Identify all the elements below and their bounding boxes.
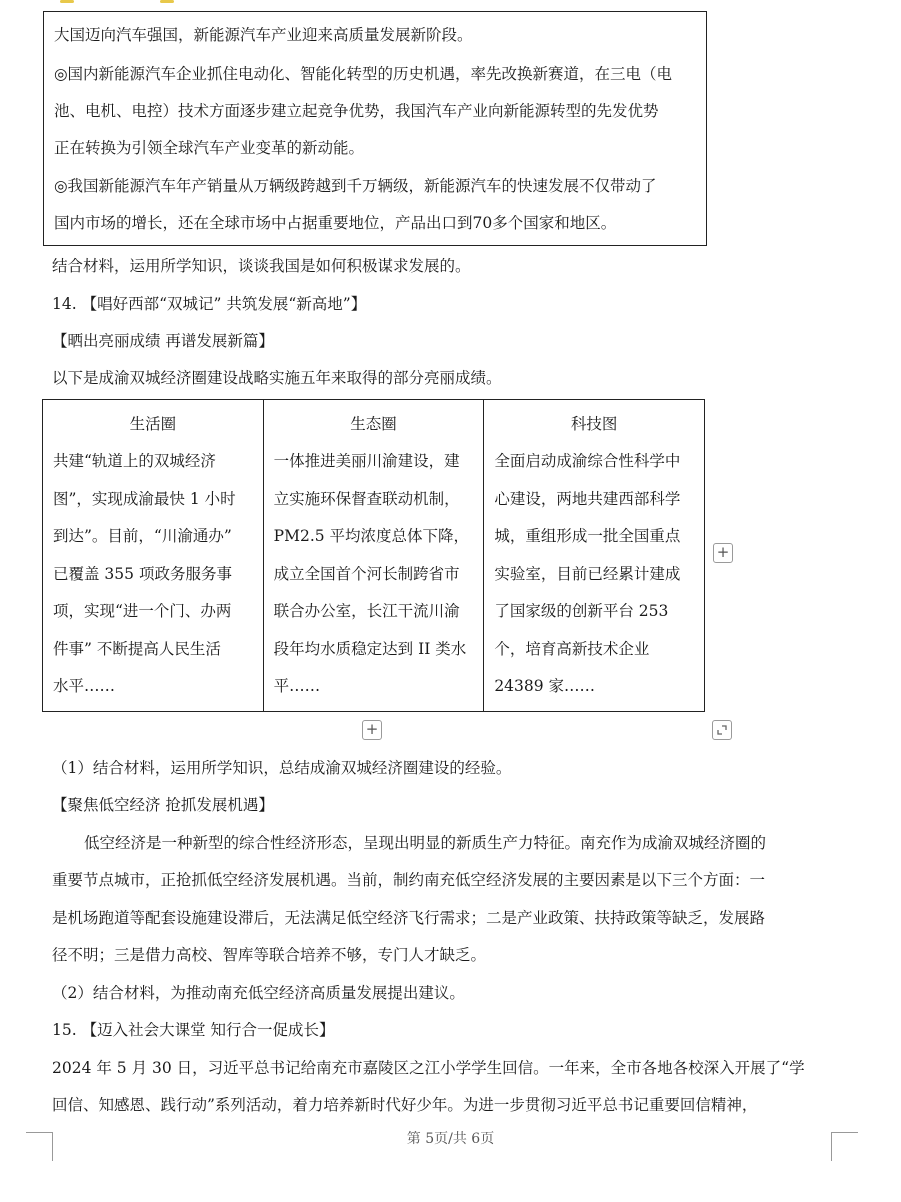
- cell-line: 项，实现“进一个门、办两: [53, 602, 232, 620]
- resize-icon: [713, 721, 731, 739]
- page-footer: 第 5页/共 6页: [406, 1131, 495, 1147]
- achievements-table: [42, 399, 705, 712]
- q14-title: 14. 【唱好西部“双城记” 共筑发展“新高地”】: [52, 295, 367, 313]
- cell-line: 心建设，两地共建西部科学: [494, 490, 681, 508]
- cell-line: PM2.5 平均浓度总体下降，: [273, 527, 470, 545]
- cell-line: 图”，实现成渝最快 1 小时: [53, 490, 236, 508]
- para-line: 重要节点城市，正抢抓低空经济发展机遇。当前，制约南充低空经济发展的主要因素是以下三个方面：一: [52, 871, 766, 889]
- q14-sub2: （2）结合材料，为推动南充低空经济高质量发展提出建议。: [52, 984, 465, 1002]
- q15-title: 15. 【迈入社会大课堂 知行合一促成长】: [52, 1021, 335, 1039]
- cell-line: 成立全国首个河长制跨省市: [273, 565, 460, 583]
- q14-intro: 以下是成渝双城经济圈建设战略实施五年来取得的部分亮丽成绩。: [52, 369, 502, 387]
- para-line: 径不明；三是借力高校、智库等联合培养不够，专门人才缺乏。: [52, 946, 487, 964]
- cell-line: 到达”。目前，“川渝通办”: [53, 527, 232, 545]
- add-column-button[interactable]: +: [713, 543, 733, 563]
- table-cell-tech[interactable]: [484, 400, 705, 712]
- material-line: 大国迈向汽车强国，新能源汽车产业迎来高质量发展新阶段。: [54, 26, 473, 44]
- cell-line: 个，培育高新技术企业: [494, 640, 650, 658]
- material-line: 正在转换为引领全球汽车产业变革的新动能。: [54, 139, 365, 157]
- cell-line: 联合办公室，长江干流川渝: [273, 602, 460, 620]
- table-cell-life[interactable]: [43, 400, 264, 712]
- cell-line: 了国家级的创新平台 253: [494, 602, 669, 620]
- q15-line: 2024 年 5 月 30 日，习近平总书记给南充市嘉陵区之江小学学生回信。一年来，全市各地各校深入开展了“学: [52, 1059, 805, 1077]
- cell-line: 24389 家……: [494, 677, 596, 695]
- material-line: 池、电机、电控）技术方面逐步建立起竞争优势，我国汽车产业向新能源转型的先发优势: [54, 102, 659, 120]
- q15-line: 回信、知感恩、践行动”系列活动，着力培养新时代好少年。为进一步贯彻习近平总书记重要回信精神，: [52, 1096, 758, 1114]
- para-line: 是机场跑道等配套设施建设滞后，无法满足低空经济飞行需求；二是产业政策、扶持政策等缺乏，发展路: [52, 909, 766, 927]
- add-row-button[interactable]: +: [362, 720, 382, 740]
- cell-line: 实验室，目前已经累计建成: [494, 565, 681, 583]
- q13-prompt: 结合材料，运用所学知识，谈谈我国是如何积极谋求发展的。: [52, 257, 471, 275]
- cell-line: 段年均水质稳定达到 II 类水: [273, 640, 467, 658]
- cell-line: 已覆盖 355 项政务服务事: [53, 565, 232, 583]
- column-header: 生活圈: [129, 415, 177, 433]
- cell-line: 立实施环保督查联动机制，: [273, 490, 460, 508]
- table-cell-ecology[interactable]: [263, 400, 484, 712]
- column-header: 科技图: [570, 415, 618, 433]
- q14-section1-title: 【晒出亮丽成绩 再谱发展新篇】: [52, 332, 274, 350]
- cell-line: 平……: [273, 677, 321, 695]
- cell-line: 一体推进美丽川渝建设，建: [273, 452, 460, 470]
- material-line: 国内市场的增长，还在全球市场中占据重要地位，产品出口到70多个国家和地区。: [54, 214, 617, 232]
- para-line: 低空经济是一种新型的综合性经济形态，呈现出明显的新质生产力特征。南充作为成渝双城经济圈的: [84, 834, 767, 852]
- cell-line: 水平……: [53, 677, 116, 695]
- q14-sub1: （1）结合材料，运用所学知识，总结成渝双城经济圈建设的经验。: [52, 759, 512, 777]
- table-resize-handle[interactable]: [712, 720, 732, 740]
- cell-line: 城，重组形成一批全国重点: [494, 527, 681, 545]
- q14-section2-title: 【聚焦低空经济 抢抓发展机遇】: [52, 796, 274, 814]
- top-edge-marks: [60, 0, 180, 4]
- cell-line: 共建“轨道上的双城经济: [53, 452, 216, 470]
- material-line: ◎国内新能源汽车企业抓住电动化、智能化转型的历史机遇，率先改换新赛道，在三电（电: [54, 65, 673, 83]
- cell-line: 全面启动成渝综合性科学中: [494, 452, 681, 470]
- material-line: ◎我国新能源汽车年产销量从万辆级跨越到千万辆级，新能源汽车的快速发展不仅带动了: [54, 177, 657, 195]
- cell-line: 件事” 不断提高人民生活: [53, 640, 221, 658]
- material-box: [43, 11, 707, 246]
- column-header: 生态圈: [350, 415, 397, 433]
